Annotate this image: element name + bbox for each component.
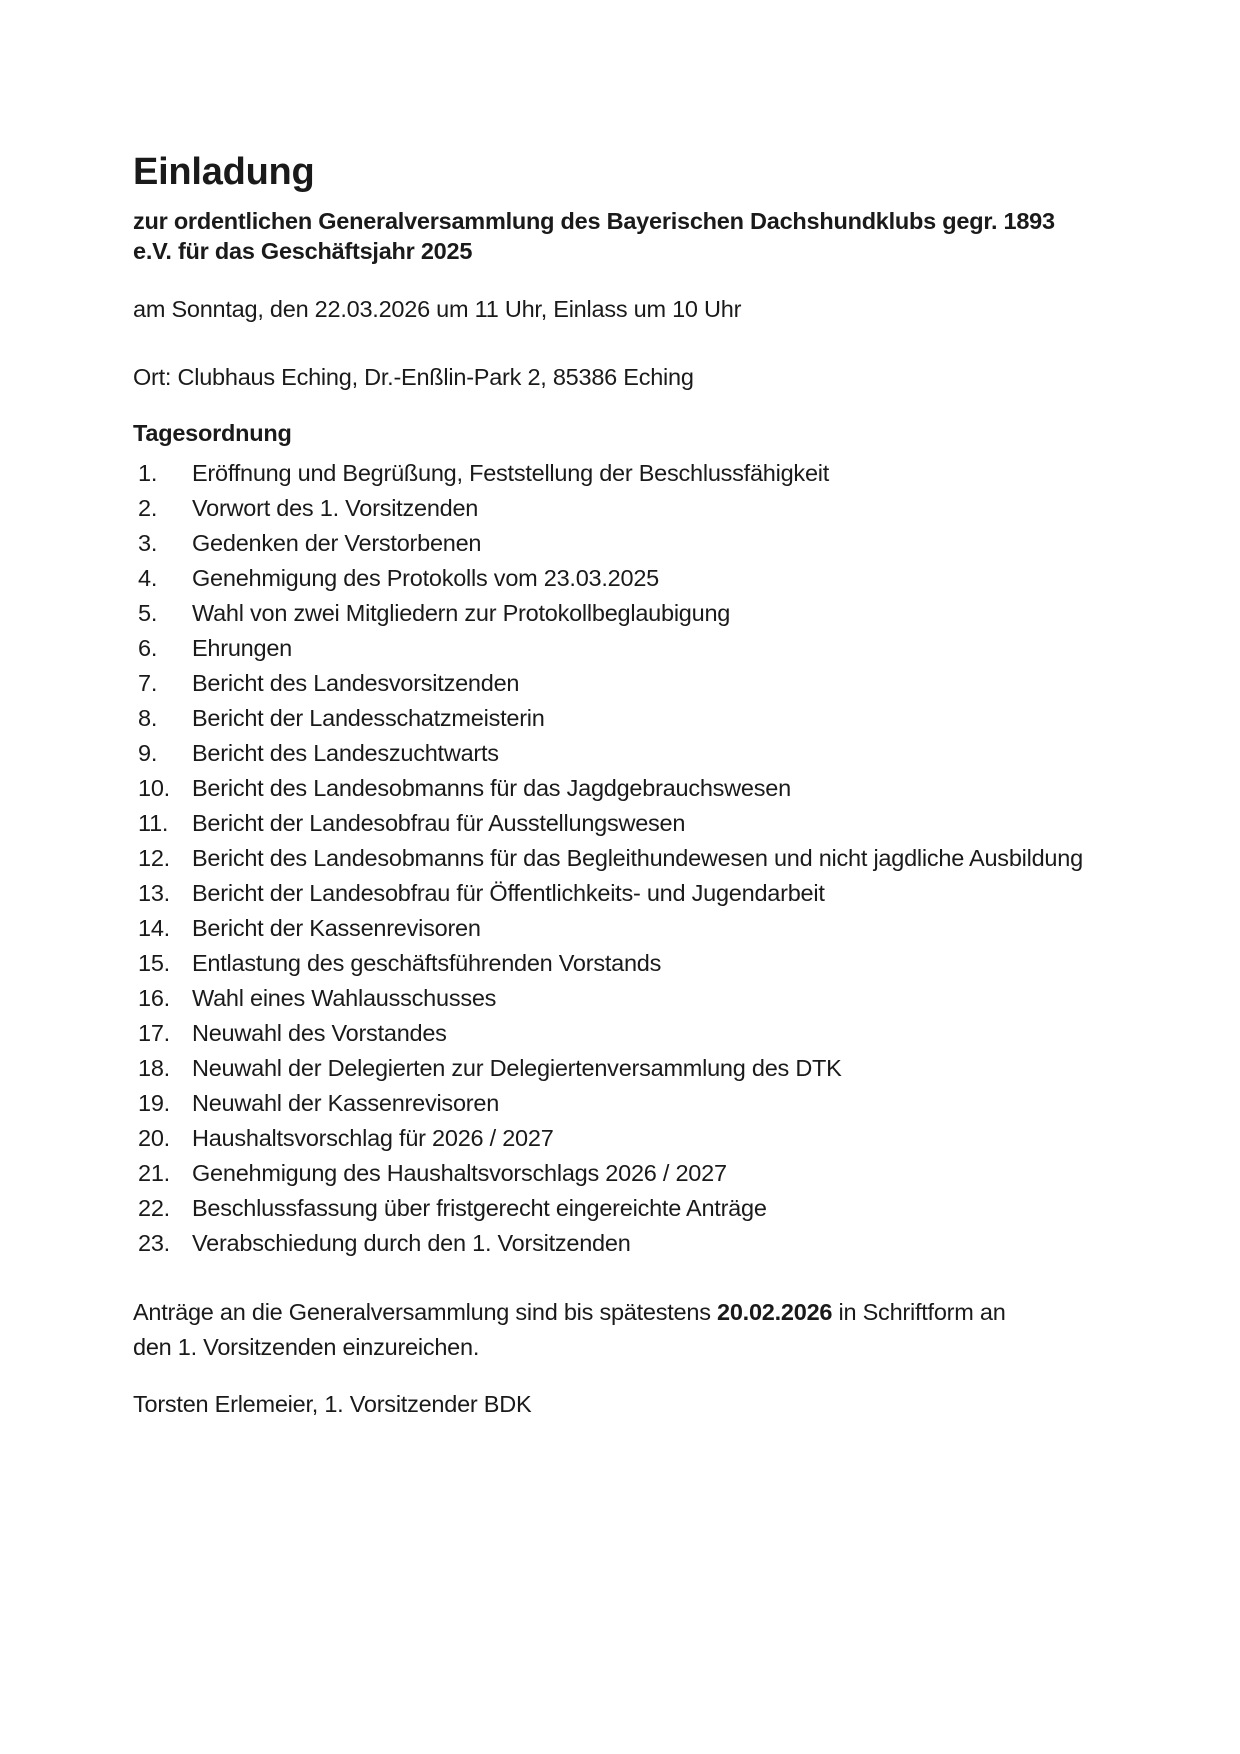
agenda-item-number: 16. [138,985,170,1011]
agenda-heading: Tagesordnung [133,420,292,446]
agenda-item-number: 17. [138,1020,170,1046]
agenda-item-number: 6. [138,635,158,661]
agenda-item [133,701,1120,736]
agenda-item-text: Eröffnung und Begrüßung, Feststellung der Beschlussfähigkeit [192,460,830,486]
agenda-item [133,456,1120,491]
agenda-item-text: Bericht des Landesobmanns für das Begleithundewesen und nicht jagdliche Ausbildung [192,845,1083,871]
agenda-item-text: Beschlussfassung über fristgerecht eingereichte Anträge [192,1195,767,1221]
agenda-item-number: 13. [138,880,170,906]
subtitle-line-1: zur ordentlichen Generalversammlung des Bayerischen Dachshundklubs gegr. 1893 [133,208,1055,234]
agenda-item [133,1051,1120,1086]
agenda-item-number: 5. [138,600,158,626]
agenda-item-text: Genehmigung des Protokolls vom 23.03.2025 [192,565,659,591]
agenda-item-text: Bericht des Landesobmanns für das Jagdgebrauchswesen [192,775,791,801]
event-datetime-line: am Sonntag, den 22.03.2026 um 11 Uhr, Einlass um 10 Uhr [133,296,742,322]
agenda-item-number: 9. [138,740,158,766]
deadline-paragraph [133,1295,1120,1365]
agenda-item-number: 1. [138,460,158,486]
agenda-item [133,981,1120,1016]
deadline-text-before: Anträge an die Generalversammlung sind bis spätestens [133,1299,718,1325]
agenda-item [133,526,1120,561]
agenda-item-number: 22. [138,1195,170,1221]
event-location-line: Ort: Clubhaus Eching, Dr.-Enßlin-Park 2, 85386 Eching [133,364,694,390]
document-subtitle [133,206,1120,266]
agenda-item-text: Wahl eines Wahlausschusses [192,985,497,1011]
deadline-line-2: den 1. Vorsitzenden einzureichen. [133,1334,480,1360]
agenda-item-text: Gedenken der Verstorbenen [192,530,482,556]
agenda-item [133,596,1120,631]
agenda-item [133,841,1120,876]
agenda-item-text: Haushaltsvorschlag für 2026 / 2027 [192,1125,554,1151]
agenda-item-text: Bericht der Landesschatzmeisterin [192,705,545,731]
deadline-date: 20.02.2026 [717,1299,833,1325]
agenda-item-number: 14. [138,915,170,941]
signature-line: Torsten Erlemeier, 1. Vorsitzender BDK [133,1391,532,1417]
subtitle-line-2: e.V. für das Geschäftsjahr 2025 [133,238,473,264]
document-title: Einladung [133,151,315,193]
agenda-item-text: Bericht der Kassenrevisoren [192,915,481,941]
agenda-item-text: Verabschiedung durch den 1. Vorsitzenden [192,1230,631,1256]
deadline-line-1 [133,1295,1120,1330]
agenda-item-text: Entlastung des geschäftsführenden Vorstands [192,950,662,976]
agenda-item-number: 11. [138,810,169,836]
agenda-item-number: 2. [138,495,158,521]
agenda-item [133,1121,1120,1156]
agenda-item [133,491,1120,526]
agenda-item-text: Vorwort des 1. Vorsitzenden [192,495,479,521]
deadline-text-after: in Schriftform an [832,1299,1006,1325]
agenda-item-number: 19. [138,1090,170,1116]
agenda-item-text: Neuwahl der Delegierten zur Delegiertenversammlung des DTK [192,1055,842,1081]
agenda-item [133,911,1120,946]
agenda-item-number: 15. [138,950,170,976]
agenda-item-text: Neuwahl der Kassenrevisoren [192,1090,500,1116]
agenda-item-number: 18. [138,1055,170,1081]
agenda-item-number: 7. [138,670,158,696]
agenda-item-number: 21. [138,1160,170,1186]
agenda-item [133,876,1120,911]
agenda-item [133,1156,1120,1191]
agenda-list [133,456,1120,1261]
agenda-item-number: 20. [138,1125,170,1151]
agenda-item [133,771,1120,806]
agenda-item-number: 3. [138,530,158,556]
agenda-item-number: 23. [138,1230,170,1256]
agenda-item-text: Bericht des Landeszuchtwarts [192,740,499,766]
agenda-item-text: Wahl von zwei Mitgliedern zur Protokollbeglaubigung [192,600,731,626]
agenda-item-text: Neuwahl des Vorstandes [192,1020,447,1046]
agenda-item-number: 12. [138,845,170,871]
agenda-item-text: Genehmigung des Haushaltsvorschlags 2026 / 2027 [192,1160,727,1186]
agenda-item [133,1191,1120,1226]
agenda-item-text: Bericht des Landesvorsitzenden [192,670,520,696]
agenda-item [133,946,1120,981]
agenda-item-text: Ehrungen [192,635,292,661]
agenda-item [133,561,1120,596]
agenda-item [133,631,1120,666]
agenda-item-number: 4. [138,565,158,591]
agenda-item [133,1086,1120,1121]
agenda-item [133,1016,1120,1051]
agenda-item-text: Bericht der Landesobfrau für Öffentlichkeits- und Jugendarbeit [192,880,825,906]
agenda-item-text: Bericht der Landesobfrau für Ausstellungswesen [192,810,686,836]
agenda-item [133,1226,1120,1261]
agenda-item-number: 10. [138,775,170,801]
agenda-item [133,806,1120,841]
agenda-item [133,736,1120,771]
agenda-item-number: 8. [138,705,158,731]
agenda-item [133,666,1120,701]
